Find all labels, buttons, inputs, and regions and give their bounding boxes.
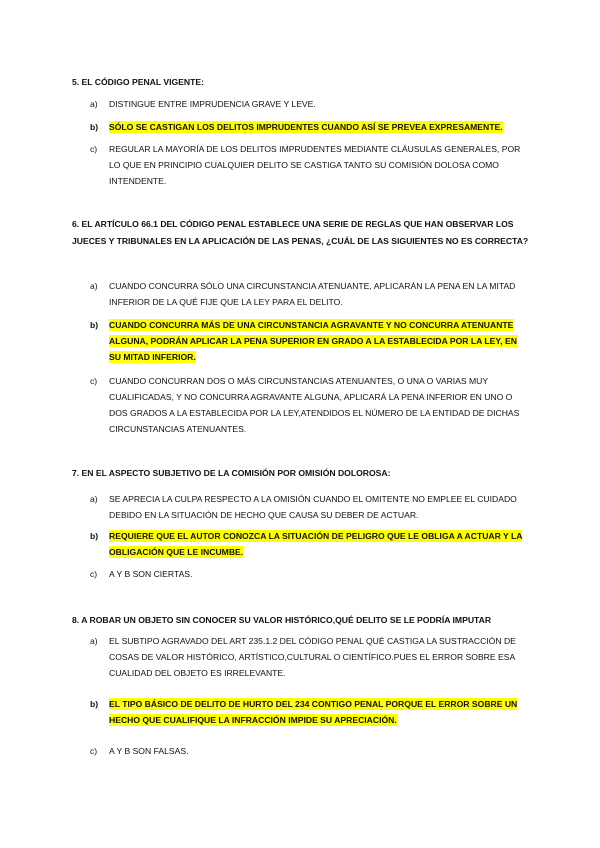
option-text: A Y B SON FALSAS.	[109, 746, 189, 756]
option-letter: b)	[90, 122, 99, 132]
question-8-option-a	[90, 633, 530, 681]
question-5-option-b-highlighted	[90, 119, 530, 135]
question-6-title: 6. EL ARTÍCULO 66.1 DEL CÓDIGO PENAL ESTABLECE UNA SERIE DE REGLAS QUE HAN OBSERVAR LOS JUECES Y TRIBUNALES EN LA APLICACIÓN DE LAS PENAS, ¿CUÁL DE LAS SIGUIENTES NO ES CORRECTA?	[72, 219, 529, 246]
option-letter: a)	[90, 281, 98, 291]
option-letter: c)	[90, 376, 98, 386]
question-7-option-b-highlighted	[90, 528, 530, 560]
question-5-option-c	[90, 141, 530, 189]
question-8-option-c	[90, 743, 530, 759]
option-letter: a)	[90, 99, 98, 109]
option-text: EL SUBTIPO AGRAVADO DEL ART 235.1.2 DEL CÓDIGO PENAL QUÉ CASTIGA LA SUSTRACCIÓN DE COSAS DE VALOR HISTÓRICO, ARTÍSTICO,CULTURAL O CIENTÍFICO.PUES EL ERROR SOBRE ESA CUALIDAD DEL OBJETO ES IRRELEVANTE.	[109, 636, 516, 678]
question-5-option-a	[90, 96, 530, 112]
question-7-option-c	[90, 566, 530, 582]
question-6-option-b-highlighted	[90, 317, 530, 365]
question-6-option-a	[90, 278, 530, 310]
option-letter: c)	[90, 144, 98, 154]
option-text-highlighted: REQUIERE QUE EL AUTOR CONOZCA LA SITUACIÓN DE PELIGRO QUE LE OBLIGA A ACTUAR Y LA OBLIGACIÓN QUE LE INCUMBE.	[109, 531, 523, 557]
option-letter: a)	[90, 636, 98, 646]
question-7-option-a	[90, 491, 530, 523]
question-8-option-b-highlighted	[90, 696, 530, 728]
option-letter: a)	[90, 494, 98, 504]
option-letter: b)	[90, 699, 99, 709]
option-text: REGULAR LA MAYORÍA DE LOS DELITOS IMPRUDENTES MEDIANTE CLÁUSULAS GENERALES, POR LO QUE EN PRINCIPIO CUALQUIER DELITO SE CASTIGA TANTO SU COMISIÓN DOLOSA COMO INTENDENTE.	[109, 144, 521, 186]
question-8-title: 8. A ROBAR UN OBJETO SIN CONOCER SU VALOR HISTÓRICO,QUÉ DELITO SE LE PODRÍA IMPUTAR	[72, 615, 492, 625]
option-text: CUANDO CONCURRA SÓLO UNA CIRCUNSTANCIA ATENUANTE, APLICARÁN LA PENA EN LA MITAD INFERIOR DE LA QUÉ FIJE QUE LA LEY PARA EL DELITO.	[109, 281, 516, 307]
question-6-option-c	[90, 373, 530, 437]
option-text: CUANDO CONCURRAN DOS O MÁS CIRCUNSTANCIAS ATENUANTES, O UNA O VARIAS MUY CUALIFICADAS, Y NO CONCURRA AGRAVANTE ALGUNA, APLICARÁ LA PENA INFERIOR EN UNO O DOS GRADOS A LA ESTABLECIDA POR LA LEY,ATENDIDOS EL NÚMERO DE LA ENTIDAD DE DICHAS CIRCUNSTANCIAS ATENUANTES.	[109, 376, 520, 434]
option-letter: b)	[90, 531, 99, 541]
option-text: DISTINGUE ENTRE IMPRUDENCIA GRAVE Y LEVE.	[109, 99, 316, 109]
option-letter: c)	[90, 569, 98, 579]
option-letter: b)	[90, 320, 99, 330]
option-text: A Y B SON CIERTAS.	[109, 569, 193, 579]
option-text-highlighted: SÓLO SE CASTIGAN LOS DELITOS IMPRUDENTES CUANDO ASÍ SE PREVEA EXPRESAMENTE.	[109, 122, 503, 132]
option-text-highlighted: EL TIPO BÁSICO DE DELITO DE HURTO DEL 234 CONTIGO PENAL PORQUE EL ERROR SOBRE UN HECHO QUE CUALIFIQUE LA INFRACCIÓN IMPIDE SU APRECIACIÓN.	[109, 699, 518, 725]
question-5-title: 5. EL CÓDIGO PENAL VIGENTE:	[72, 77, 204, 87]
question-7-title: 7. EN EL ASPECTO SUBJETIVO DE LA COMISIÓN POR OMISIÓN DOLOROSA:	[72, 468, 391, 478]
option-text-highlighted: CUANDO CONCURRA MÁS DE UNA CIRCUNSTANCIA AGRAVANTE Y NO CONCURRA ATENUANTE ALGUNA, PODRÁN APLICAR LA PENA SUPERIOR EN GRADO A LA ESTABLECIDA POR LA LEY, EN SU MITAD INFERIOR.	[109, 320, 517, 362]
option-letter: c)	[90, 746, 98, 756]
option-text: SE APRECIA LA CULPA RESPECTO A LA OMISIÓN CUANDO EL OMITENTE NO EMPLEE EL CUIDADO DEBIDO EN LA SITUACIÓN DE HECHO QUE CAUSA SU DEBER DE ACTUAR.	[109, 494, 517, 520]
